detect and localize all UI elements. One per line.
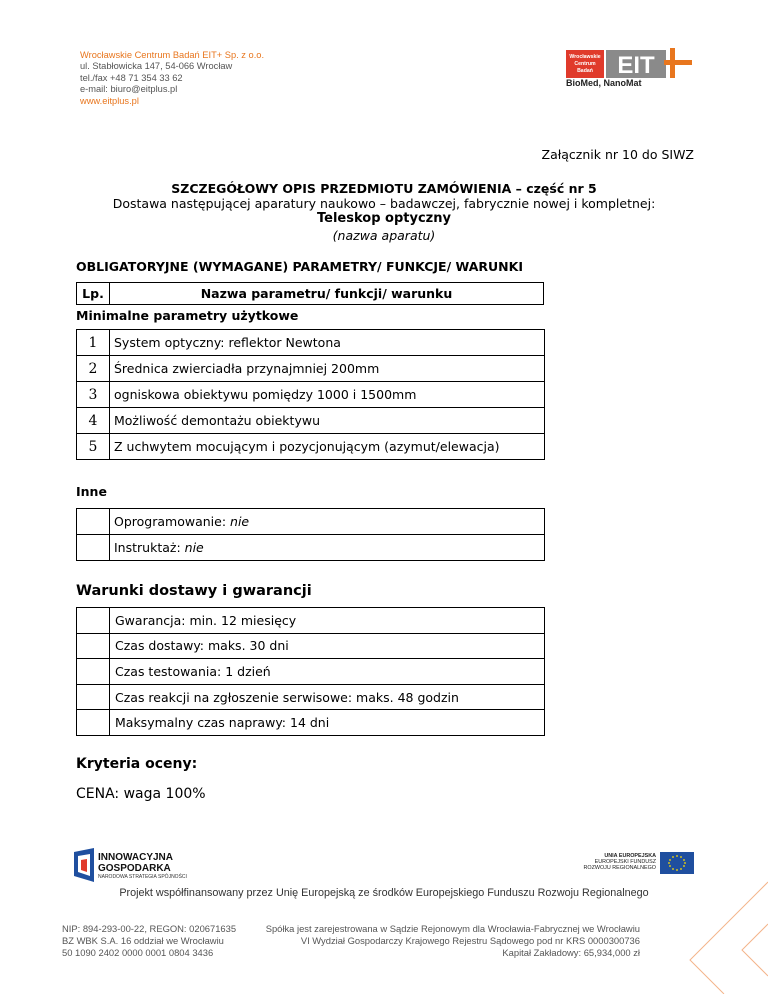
row-number: 4 [77,408,110,434]
row-text: Z uchwytem mocującym i pozycjonującym (azymut/elewacja) [110,434,545,460]
footer-right-line: Kapitał Zakładowy: 65,934,000 zł [502,947,640,958]
footer-right-line: Spółka jest zarejestrowana w Sądzie Rejonowym dla Wrocławia-Fabrycznej we Wrocławiu [265,923,640,934]
eu-text [584,853,656,872]
footer-right-line: VI Wydział Gospodarczy Krajowego Rejestru Sądowego pod nr KRS 0000300736 [300,935,640,946]
training-label: Instruktaż: [114,540,181,555]
row-text: Czas dostawy: maks. 30 dni [110,633,545,659]
footer-left [62,923,236,959]
company-name: Wrocławskie Centrum Badań EIT+ Sp. z o.o. [80,50,265,60]
inne-table [76,508,545,561]
kryteria-heading: Kryteria oceny: [76,756,198,772]
row-text: Gwarancja: min. 12 miesięcy [110,608,545,634]
footer-right [266,923,640,959]
obligatory-section-heading: OBLIGATORYJNE (WYMAGANE) PARAMETRY/ FUNKCJE/ WARUNKI [76,259,523,274]
header-lp: Lp. [77,283,110,305]
eu-line-3: ROZWOJU REGIONALNEGO [583,865,656,872]
table-row [77,509,545,535]
row-number: 3 [77,382,110,408]
table-row [77,382,545,408]
innowacyjna-gospodarka-text [98,852,187,880]
software-value: nie [230,514,250,529]
table-row [77,710,545,736]
row-text: Średnica zwierciadła przynajmniej 200mm [110,356,545,382]
row-text: System optyczny: reflektor Newtona [110,330,545,356]
document-title: SZCZEGÓŁOWY OPIS PRZEDMIOTU ZAMÓWIENIA – część nr 5 [171,181,597,196]
company-header [80,50,264,107]
footer-left-line: BZ WBK S.A. 16 oddział we Wrocławiu [62,935,224,946]
table-row [77,608,545,634]
header-param-name: Nazwa parametru/ funkcji/ warunku [110,283,544,305]
inne-heading: Inne [76,484,107,499]
table-row [77,684,545,710]
min-params-table [76,329,545,460]
footer-left-line: NIP: 894-293-00-22, REGON: 020671635 [62,923,237,934]
software-label: Oprogramowanie: [114,514,227,529]
logo-text-line-2: Centrum [574,61,596,67]
logo-brand: EIT [617,52,655,79]
row-text [110,509,545,535]
row-number: 5 [77,434,110,460]
parameters-header-table [76,282,544,305]
ig-line-3: NARODOWA STRATEGIA SPÓJNOŚCI [98,874,187,880]
row-text: Czas reakcji na zgłoszenie serwisowe: maks. 48 godzin [110,684,545,710]
device-note: (nazwa aparatu) [332,228,436,243]
row-number: 1 [77,330,110,356]
table-row [77,330,545,356]
warunki-heading: Warunki dostawy i gwarancji [76,583,312,599]
logo-subtitle: BioMed, NanoMat [566,78,642,88]
logo-text-line-1: Wrocławskie [569,54,601,60]
company-website[interactable]: www.eitplus.pl [80,95,139,106]
table-row [77,659,545,685]
company-phone: tel./fax +48 71 354 33 62 [80,72,183,83]
company-email: e-mail: biuro@eitplus.pl [80,84,178,95]
row-text [110,535,545,561]
eu-line-2: EUROPEJSKI FUNDUSZ [594,859,656,866]
eu-flag-icon [660,852,694,874]
row-text: Czas testowania: 1 dzień [110,659,545,685]
table-row [77,408,545,434]
logo-text-line-3: Badań [577,68,593,74]
table-row [77,356,545,382]
table-row [77,535,545,561]
cena-criterion: CENA: waga 100% [76,786,206,802]
document-subtitle: Dostawa następującej aparatury naukowo – badawczej, fabrycznie nowej i kompletnej: [112,196,656,211]
company-address: ul. Stabłowicka 147, 54-066 Wrocław [80,61,233,72]
eu-line-1: UNIA EUROPEJSKA [604,853,656,859]
training-value: nie [184,540,204,555]
table-row [77,633,545,659]
ig-line-2: GOSPODARKA [98,863,171,874]
device-name: Teleskop optyczny [317,211,451,226]
row-text: ogniskowa obiektywu pomiędzy 1000 i 1500mm [110,382,545,408]
table-row [77,434,545,460]
warunki-table [76,607,545,736]
row-text: Maksymalny czas naprawy: 14 dni [110,710,545,736]
project-cofinancing-note: Projekt współfinansowany przez Unię Europejską ze środków Europejskiego Funduszu Rozwoju Regionalnego [119,887,649,899]
row-text: Możliwość demontażu obiektywu [110,408,545,434]
ig-line-1: INNOWACYJNA [98,852,174,863]
annex-label: Załącznik nr 10 do SIWZ [541,147,694,162]
footer-left-line: 50 1090 2402 0000 0001 0804 3436 [62,947,214,958]
decorative-corner-lines [650,880,768,994]
min-params-heading: Minimalne parametry użytkowe [76,308,299,323]
row-number: 2 [77,356,110,382]
